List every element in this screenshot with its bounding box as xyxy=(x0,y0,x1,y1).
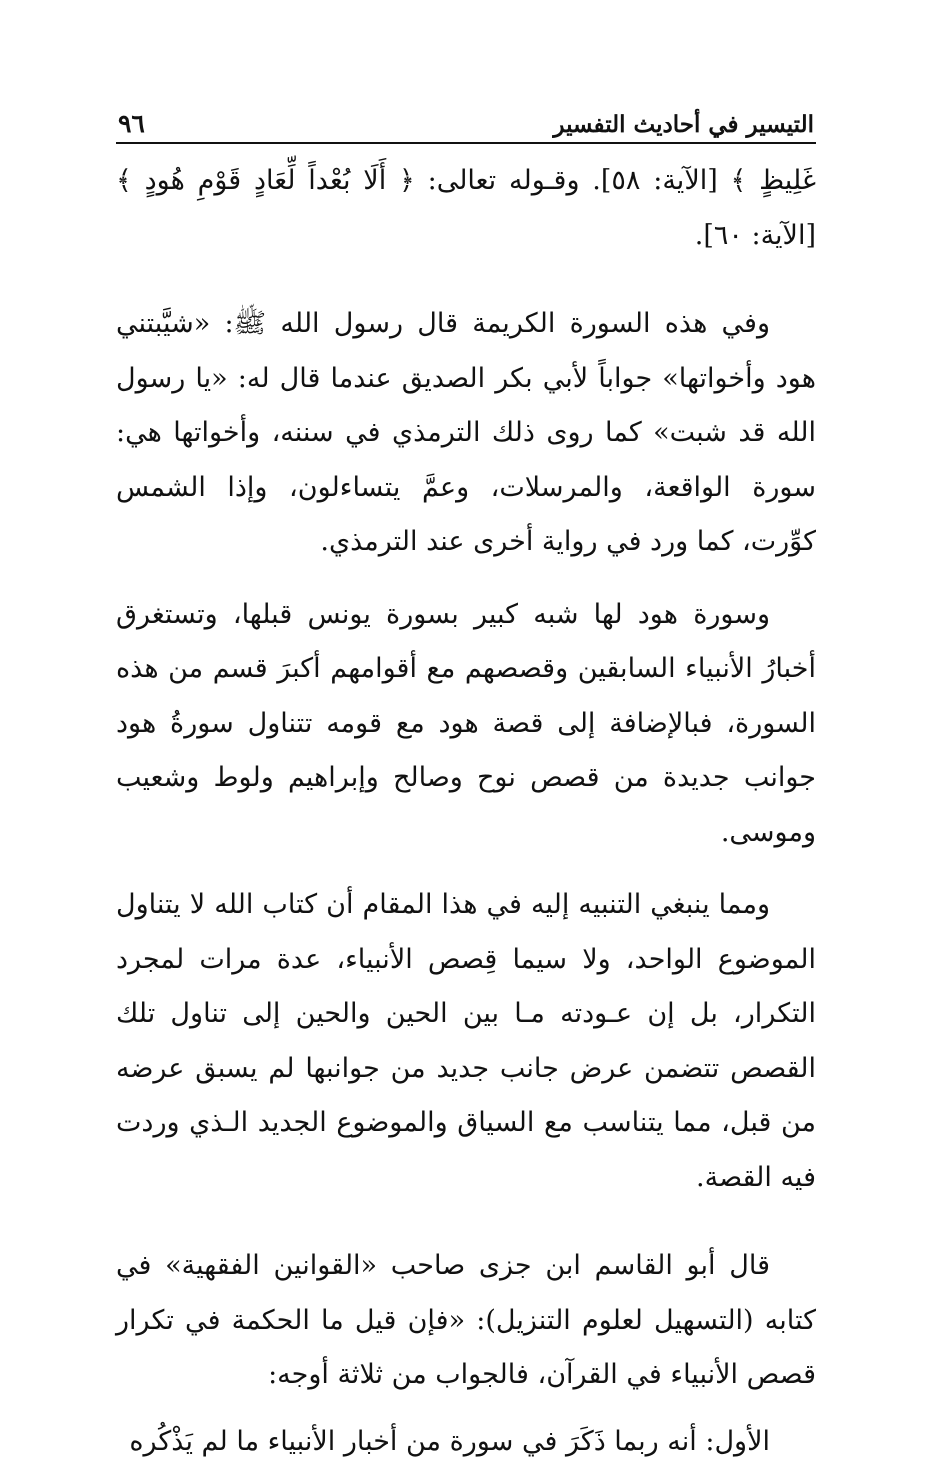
hadith-paragraph: وفي هذه السورة الكريمة قال رسول الله ﷺ: «شيَّبتني هود وأخواتها» جواباً لأبي بكر الصديق عندما قال له: «يا رسول الله قد شبت» كما روى ذلك الترمذي في سننه، وأخواتها هي: سورة الواقعة، والمرسلات، وعمَّ يتساءلون، وإذا الشمس كوِّرت، كما ورد في رواية أخرى عند الترمذي. xyxy=(116,297,816,570)
stories-repetition-paragraph: ومما ينبغي التنبيه إليه في هذا المقام أن كتاب الله لا يتناول الموضوع الواحد، ولا سيما قِصص الأنبياء، عدة مرات لمجرد التكرار، بل إن عـودته مـا بين الحين والحين إلى تناول تلك القصص تتضمن عرض جانب جديد من جوانبها لم يسبق عرضه من قبل، مما يتناسب مع السياق والموضوع الجديد الـذي وردت فيه القصة. xyxy=(116,878,816,1205)
ibn-juzay-quote-paragraph: قال أبو القاسم ابن جزى صاحب «القوانين الفقهية» في كتابه (التسهيل لعلوم التنزيل): «فإن قيل ما الحكمة في تكرار قصص الأنبياء في القرآن، فالجواب من ثلاثة أوجه: xyxy=(116,1239,816,1403)
first-reason-paragraph: الأول: أنه ربما ذَكَرَ في سورة من أخبار الأنبياء ما لم يَذْكُره xyxy=(116,1415,816,1469)
running-title: التيسير في أحاديث التفسير xyxy=(553,111,814,138)
page-header xyxy=(116,96,816,144)
book-page xyxy=(116,96,816,1306)
verse-continuation-paragraph: غَلِيظٍ ﴾ [الآية: ٥٨]. وقـوله تعالى: ﴿ أَلَا بُعْداً لِّعَادٍ قَوْمِ هُودٍ ﴾ [الآية: ٦٠]. xyxy=(116,154,816,263)
page-body xyxy=(116,154,816,1469)
page-number: ٩٦ xyxy=(118,109,145,138)
surah-hud-paragraph: وسورة هود لها شبه كبير بسورة يونس قبلها، وتستغرق أخبارُ الأنبياء السابقين وقصصهم مع أقوامهم أكبرَ قسم من هذه السورة، فبالإضافة إلى قصة هود مع قومه تتناول سورةُ هود جوانب جديدة من قصص نوح وصالح وإبراهيم ولوط وشعيب وموسى. xyxy=(116,588,816,861)
